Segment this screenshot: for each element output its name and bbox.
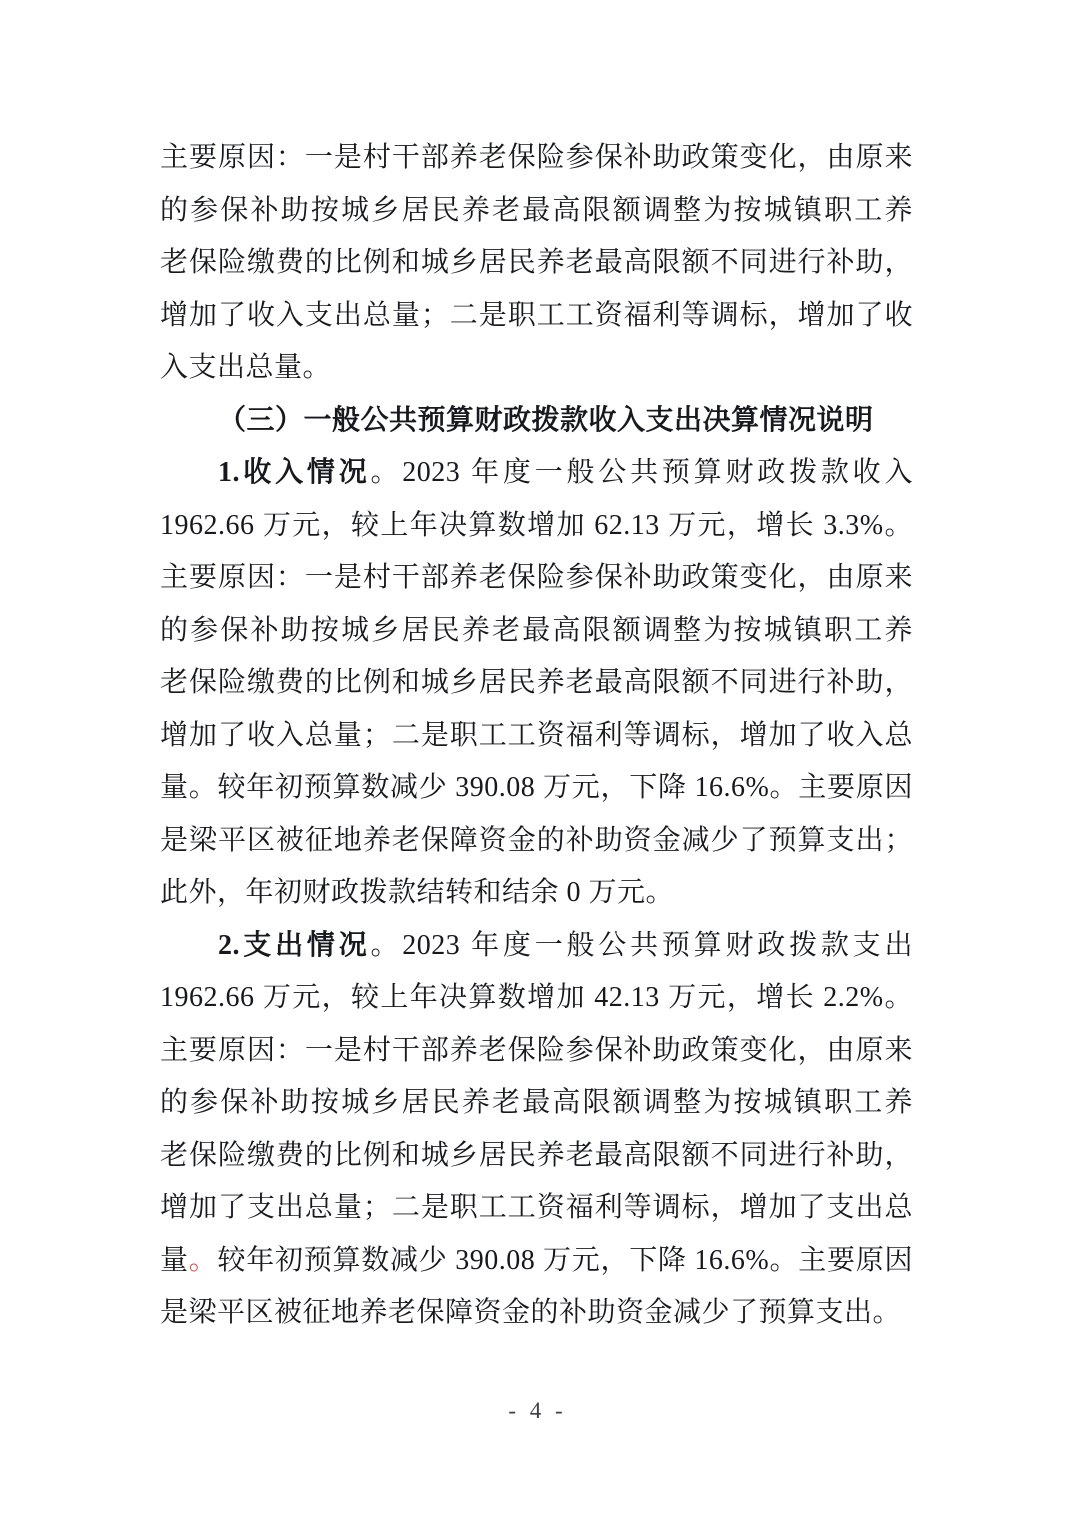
text-line bbox=[160, 815, 913, 868]
bold-text: 1.收入情况 bbox=[218, 457, 371, 488]
carryover-paragraph bbox=[160, 132, 913, 395]
body-text: 主要原因：一是村干部养老保险参保补助政策变化，由原来 bbox=[160, 1034, 913, 1066]
red-punctuation: 。 bbox=[188, 1244, 218, 1276]
text-line bbox=[160, 657, 913, 710]
body-text: 量 bbox=[160, 1244, 189, 1276]
text-line bbox=[160, 1077, 913, 1130]
body-text: 主要原因：一是村干部养老保险参保补助政策变化，由原来 bbox=[160, 562, 913, 593]
text-line bbox=[160, 710, 913, 763]
body-text: 增加了支出总量；二是职工工资福利等调标，增加了支出总 bbox=[160, 1192, 913, 1223]
body-text: 的参保补助按城乡居民养老最高限额调整为按城镇职工养 bbox=[160, 194, 913, 226]
body-text: 是梁平区被征地养老保障资金的补助资金减少了预算支出。 bbox=[160, 1297, 902, 1328]
body-text: 此外，年初财政拨款结转和结余 0 万元。 bbox=[160, 877, 675, 908]
body-text: 入支出总量。 bbox=[160, 352, 332, 383]
body-text: 老保险缴费的比例和城乡居民养老最高限额不同进行补助， bbox=[160, 1139, 913, 1171]
body-text: 的参保补助按城乡居民养老最高限额调整为按城镇职工养 bbox=[160, 1087, 913, 1118]
text-line bbox=[160, 762, 913, 815]
body-text: 增加了收入支出总量；二是职工工资福利等调标，增加了收 bbox=[160, 299, 913, 331]
text-line bbox=[160, 552, 913, 605]
body-text: 。2023 年度一般公共预算财政拨款收入 bbox=[370, 457, 913, 488]
body-text: 老保险缴费的比例和城乡居民养老最高限额不同进行补助， bbox=[160, 247, 913, 278]
section-heading bbox=[160, 395, 913, 448]
text-line bbox=[160, 447, 913, 500]
text-line bbox=[160, 1235, 913, 1288]
text-line bbox=[160, 290, 913, 343]
text-line bbox=[160, 1182, 913, 1235]
text-line bbox=[160, 500, 913, 553]
text-line bbox=[160, 1287, 913, 1340]
text-line bbox=[160, 920, 913, 973]
text-line bbox=[160, 1025, 913, 1078]
document-body bbox=[160, 132, 913, 1340]
body-text: 主要原因：一是村干部养老保险参保补助政策变化，由原来 bbox=[160, 142, 913, 173]
bold-text: （三）一般公共预算财政拨款收入支出决算情况说明 bbox=[218, 404, 874, 436]
body-text: 。2023 年度一般公共预算财政拨款支出 bbox=[370, 929, 913, 961]
text-line bbox=[160, 237, 913, 290]
income-paragraph bbox=[160, 447, 913, 920]
body-text: 老保险缴费的比例和城乡居民养老最高限额不同进行补助， bbox=[160, 667, 913, 698]
text-line bbox=[160, 605, 913, 658]
text-line bbox=[160, 132, 913, 185]
body-text: 是梁平区被征地养老保障资金的补助资金减少了预算支出； bbox=[160, 824, 913, 856]
body-text: 1962.66 万元，较上年决算数增加 62.13 万元，增长 3.3%。 bbox=[160, 509, 913, 541]
body-text: 增加了收入总量；二是职工工资福利等调标，增加了收入总 bbox=[160, 719, 913, 751]
text-line bbox=[160, 395, 913, 448]
body-text: 的参保补助按城乡居民养老最高限额调整为按城镇职工养 bbox=[160, 614, 913, 646]
text-line bbox=[160, 867, 913, 920]
body-text: 量。较年初预算数减少 390.08 万元，下降 16.6%。主要原因 bbox=[160, 772, 913, 803]
body-text: 1962.66 万元，较上年决算数增加 42.13 万元，增长 2.2%。 bbox=[160, 982, 913, 1013]
page-footer bbox=[0, 1398, 1075, 1424]
bold-text: 2.支出情况 bbox=[218, 929, 371, 961]
body-text: 较年初预算数减少 390.08 万元，下降 16.6%。主要原因 bbox=[217, 1244, 913, 1276]
expenditure-paragraph bbox=[160, 920, 913, 1340]
text-line bbox=[160, 972, 913, 1025]
page-number: - 4 - bbox=[508, 1398, 567, 1423]
text-line bbox=[160, 1130, 913, 1183]
text-line bbox=[160, 185, 913, 238]
text-line bbox=[160, 342, 913, 395]
